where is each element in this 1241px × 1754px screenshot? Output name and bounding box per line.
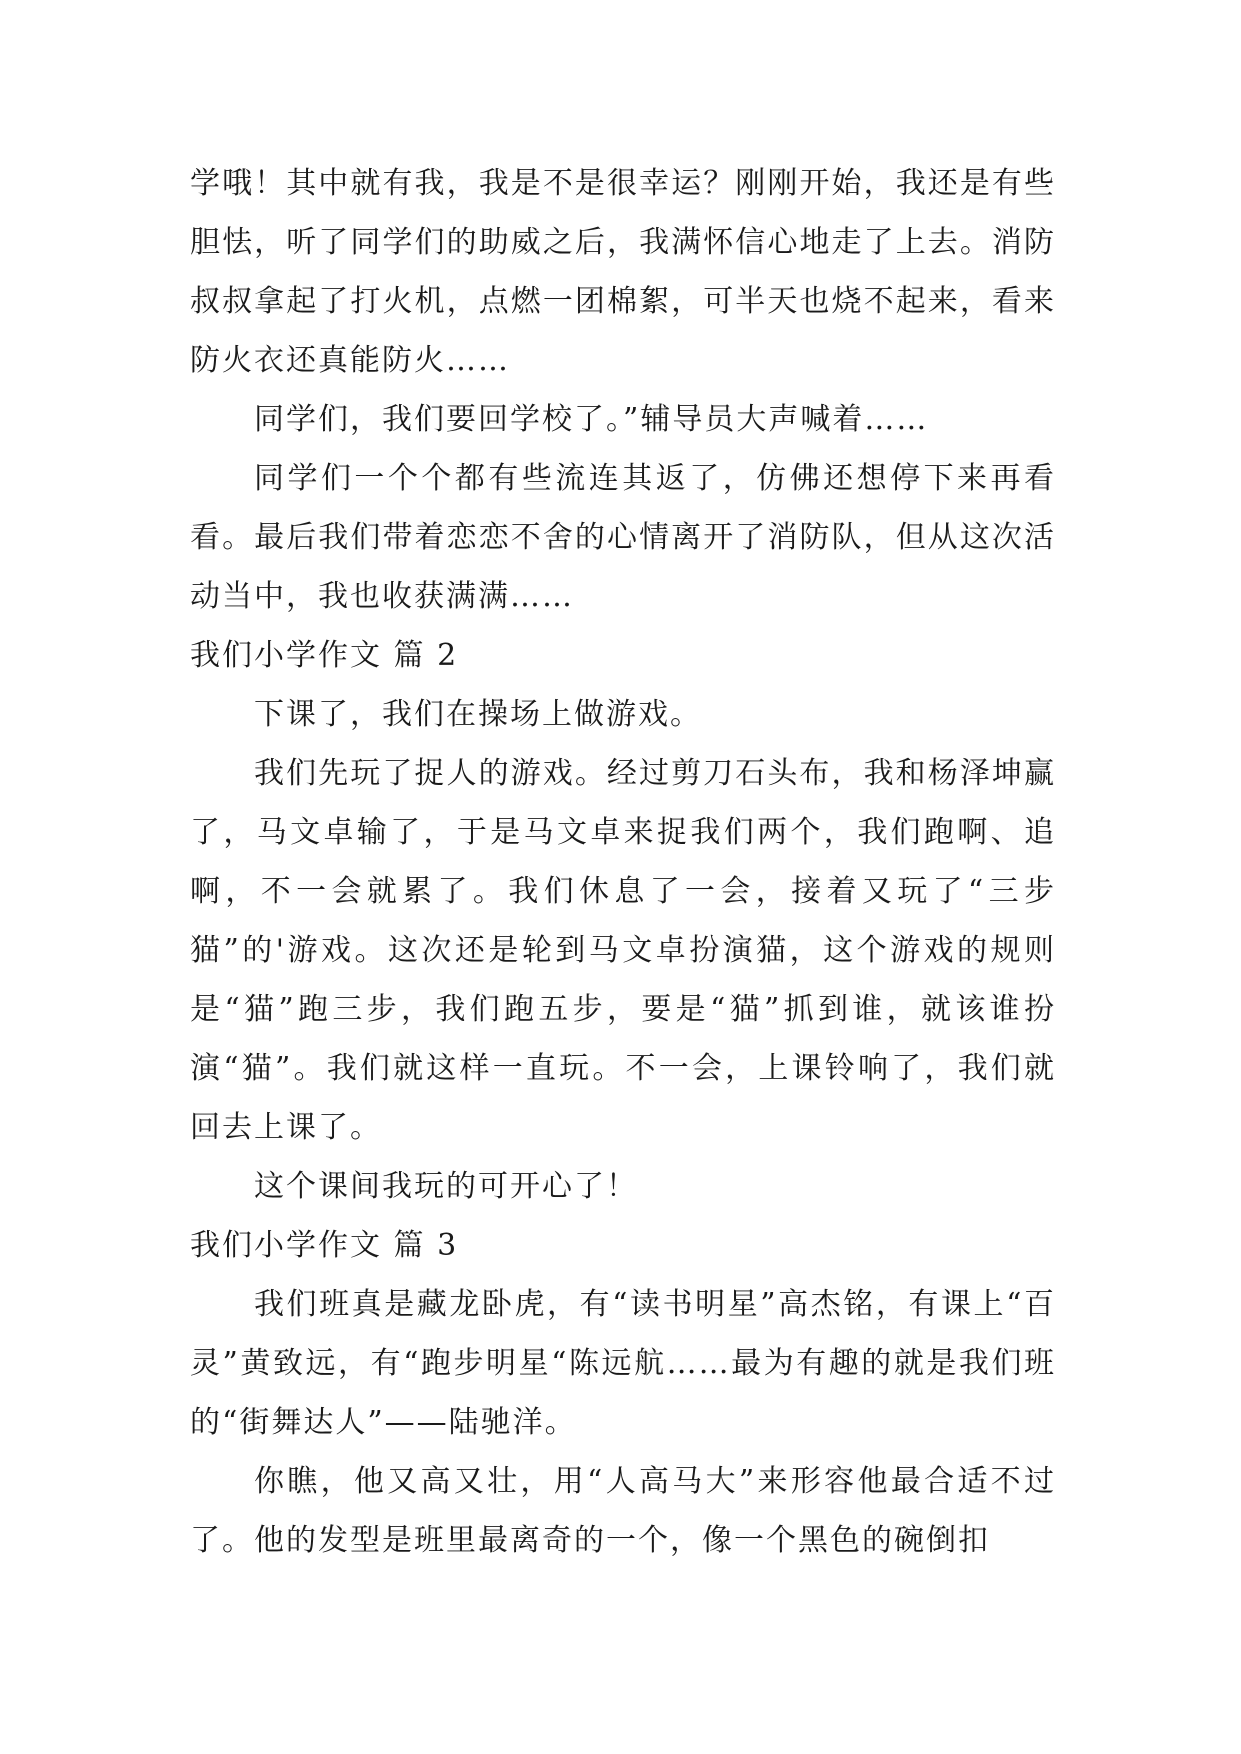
paragraph: 学哦！其中就有我，我是不是很幸运？刚刚开始，我还是有些胆怯，听了同学们的助威之后，我满怀信心地走了上去。消防叔叔拿起了打火机，点燃一团棉絮，可半天也烧不起来，看来防火衣还真能防火…… [190,166,1056,378]
paragraph: 下课了，我们在操场上做游戏。 [254,697,702,732]
paragraph: 同学们，我们要回学校了。”辅导员大声喊着…… [254,402,929,437]
section-heading: 我们小学作文 篇 3 [190,1228,459,1263]
paragraph: 这个课间我玩的可开心了！ [254,1169,638,1204]
section-heading: 我们小学作文 篇 2 [190,638,459,673]
paragraph: 你瞧，他又高又壮，用“人高马大”来形容他最合适不过了。他的发型是班里最离奇的一个，像一个黑色的碗倒扣 [190,1464,1056,1558]
document-page [190,154,1056,1570]
paragraph: 我们先玩了捉人的游戏。经过剪刀石头布，我和杨泽坤赢了，马文卓输了，于是马文卓来捉我们两个，我们跑啊、追啊，不一会就累了。我们休息了一会，接着又玩了“三步猫”的'游戏。这次还是轮到马文卓扮演猫，这个游戏的规则是“猫”跑三步，我们跑五步，要是“猫”抓到谁，就该谁扮演“猫”。我们就这样一直玩。不一会，上课铃响了，我们就回去上课了。 [190,756,1056,1145]
paragraph: 我们班真是藏龙卧虎，有“读书明星”高杰铭，有课上“百灵”黄致远，有“跑步明星“陈远航……最为有趣的就是我们班的“街舞达人”——陆驰洋。 [190,1287,1056,1440]
paragraph: 同学们一个个都有些流连其返了，仿佛还想停下来再看看。最后我们带着恋恋不舍的心情离开了消防队，但从这次活动当中，我也收获满满…… [190,461,1056,614]
